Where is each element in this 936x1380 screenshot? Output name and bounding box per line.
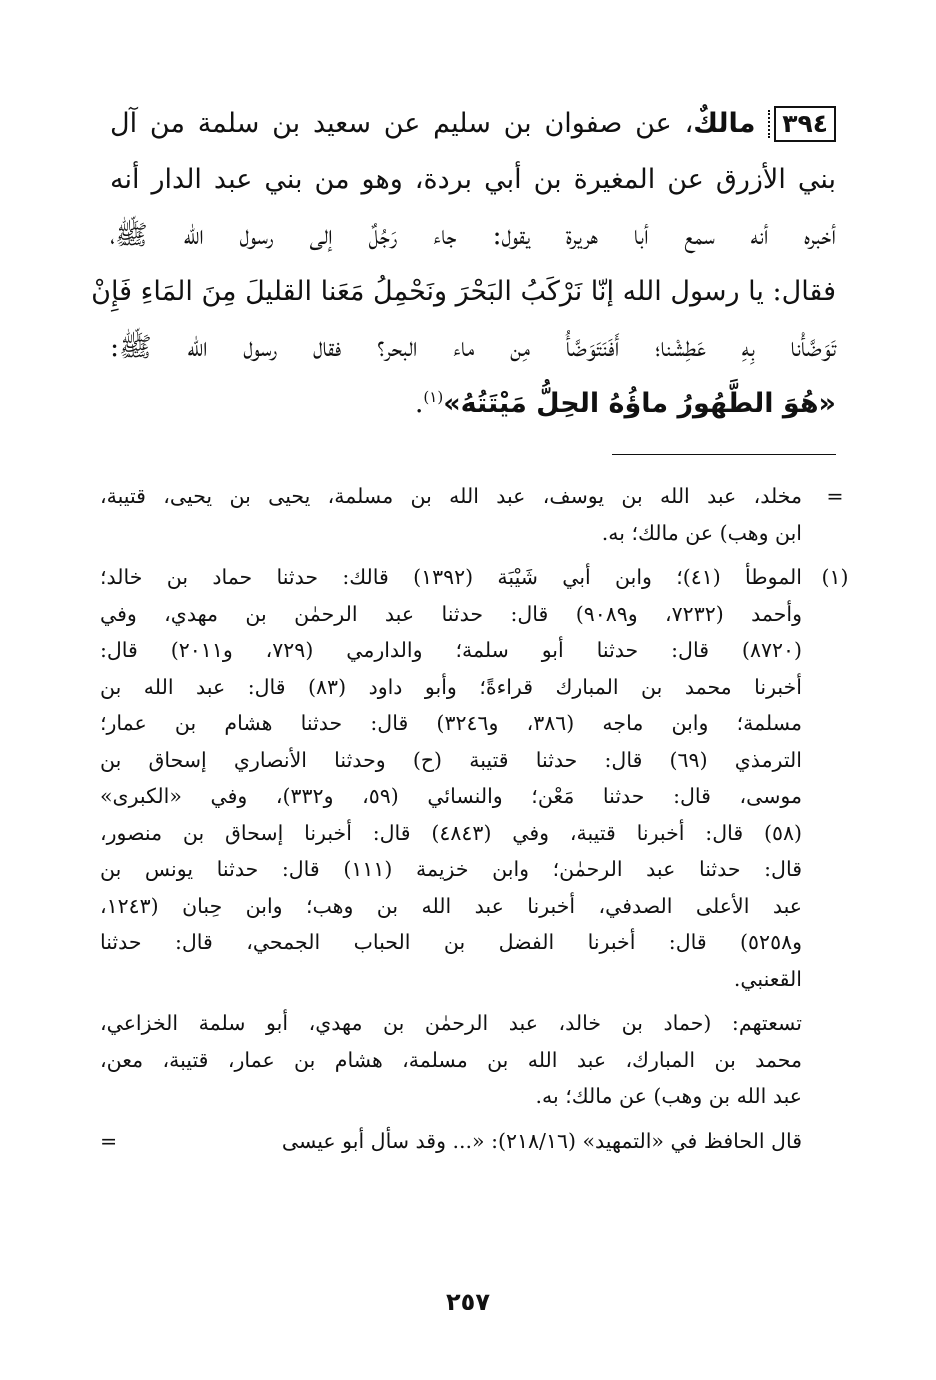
- hadith-number-box: ٣٩٤: [774, 106, 836, 142]
- footnote-reference: (١): [423, 388, 444, 406]
- hadith-quote: «هُوَ الطَّهُورُ ماؤُهُ الحِلُّ مَيْتَتُهُ»: [443, 388, 836, 419]
- hadith-line-3: أخبره أنه سمع أبا هريرة يقول: جاء رَجُلٌ إلى رسول الله ﷺ،: [110, 220, 836, 251]
- continuation-line-1: مخلد، عبد الله بن يوسف، عبد الله بن مسلمة، يحيى بن يحيى، قتيبة،: [100, 484, 802, 508]
- hadith-line-2: بني الأزرق عن المغيرة بن أبي بردة، وهو من بني عبد الدار أنه: [110, 164, 836, 195]
- summary-line: محمد بن المبارك، عبد الله بن مسلمة، هشام بن عمار، قتيبة، معن،: [100, 1047, 802, 1072]
- footnote-1-marker: (١): [821, 565, 849, 589]
- continuation-line-2: ابن وهب) عن مالك؛ به.: [601, 520, 802, 545]
- footnote-1-line: مسلمة؛ وابن ماجه (٣٨٦، و٣٢٤٦) قال: حدثنا هشام بن عمار؛: [100, 711, 802, 735]
- continuation-marker: =: [826, 484, 844, 508]
- footnote-1-line: القعنبي.: [733, 966, 802, 991]
- footnote-1-line: موسى، قال: حدثنا مَعْن؛ والنسائي (٥٩، و٣٣٢)، وفي «الكبرى»: [100, 784, 802, 808]
- footnote-1-line: عبد الأعلى الصدفي، أخبرنا عبد الله بن وهب؛ وابن حِبان (١٢٤٣،: [100, 893, 802, 918]
- hadith-line-6: [110, 376, 836, 432]
- footnote-1-line: و٥٢٥٨) قال: أخبرنا الفضل بن الحباب الجمحي، قال: حدثنا: [100, 930, 802, 954]
- footnote-1-line: وأحمد (٧٢٣٢، و٩٠٨٩) قال: حدثنا عبد الرحمٰن بن مهدي، وفي: [100, 601, 802, 626]
- footnote-1-line: (٨٧٢٠) قال: حدثنا أبو سلمة؛ والدارمي (٧٢٩، و٢٠١١) قال:: [100, 638, 802, 662]
- hadith-text: [91, 96, 836, 432]
- hadith-narrator: مالكٌ: [693, 108, 756, 139]
- hadith-line-1: [110, 96, 836, 152]
- footnote-1-line: الترمذي (٦٩) قال: حدثنا قتيبة (ح) وحدثنا الأنصاري إسحاق بن: [100, 747, 802, 772]
- hadith-line-text: ، عن صفوان بن سليم عن سعيد بن سلمة من آل: [110, 108, 694, 139]
- footnote-1-line: أخبرنا محمد بن المبارك قراءةً؛ وأبو داود (٨٣) قال: عبد الله بن: [100, 674, 802, 699]
- tamhid-quote: [100, 1123, 860, 1160]
- footnote-separator: [612, 454, 836, 455]
- footnote-continuation: [100, 478, 860, 551]
- hadith-line-4: فقال: يا رسول الله إنّا نَرْكَبُ البَحْرَ ونَحْمِلُ مَعَنا القليلَ مِنَ المَاءِ فَإِنْ: [91, 276, 836, 307]
- hadith-line-5: تَوَضَّأْنا بِهِ عَطِشْنا؛ أَفَنَتَوَضَّأُ مِن ماء البحر؟ فقال رسول الله ﷺ:: [110, 332, 836, 363]
- hadith-end: .: [414, 388, 424, 419]
- footnote-summary: [100, 1005, 860, 1115]
- footnotes: [100, 478, 860, 1159]
- footnote-1: [100, 559, 860, 997]
- footnote-1-line: الموطأ (٤١)؛ وابن أبي شَيْبَة (١٣٩٢) قالك: حدثنا حماد بن خالد؛: [100, 565, 802, 589]
- summary-line: عبد الله بن وهب) عن مالك؛ به.: [535, 1084, 802, 1108]
- page-number: ٢٥٧: [446, 1288, 490, 1316]
- continues-next-page-marker: =: [100, 1128, 118, 1153]
- tamhid-line: قال الحافظ في «التمهيد» (٢١٨/١٦): «... وقد سأل أبو عيسى: [281, 1128, 802, 1153]
- footnote-1-line: قال: حدثنا عبد الرحمٰن؛ وابن خزيمة (١١١) قال: حدثنا يونس بن: [100, 857, 802, 881]
- summary-line: تسعتهم: (حماد بن خالد، عبد الرحمٰن بن مهدي، أبو سلمة الخزاعي،: [100, 1011, 802, 1035]
- footnote-1-line: (٥٨) قال: أخبرنا قتيبة، وفي (٤٨٤٣) قال: أخبرنا إسحاق بن منصور،: [100, 820, 802, 845]
